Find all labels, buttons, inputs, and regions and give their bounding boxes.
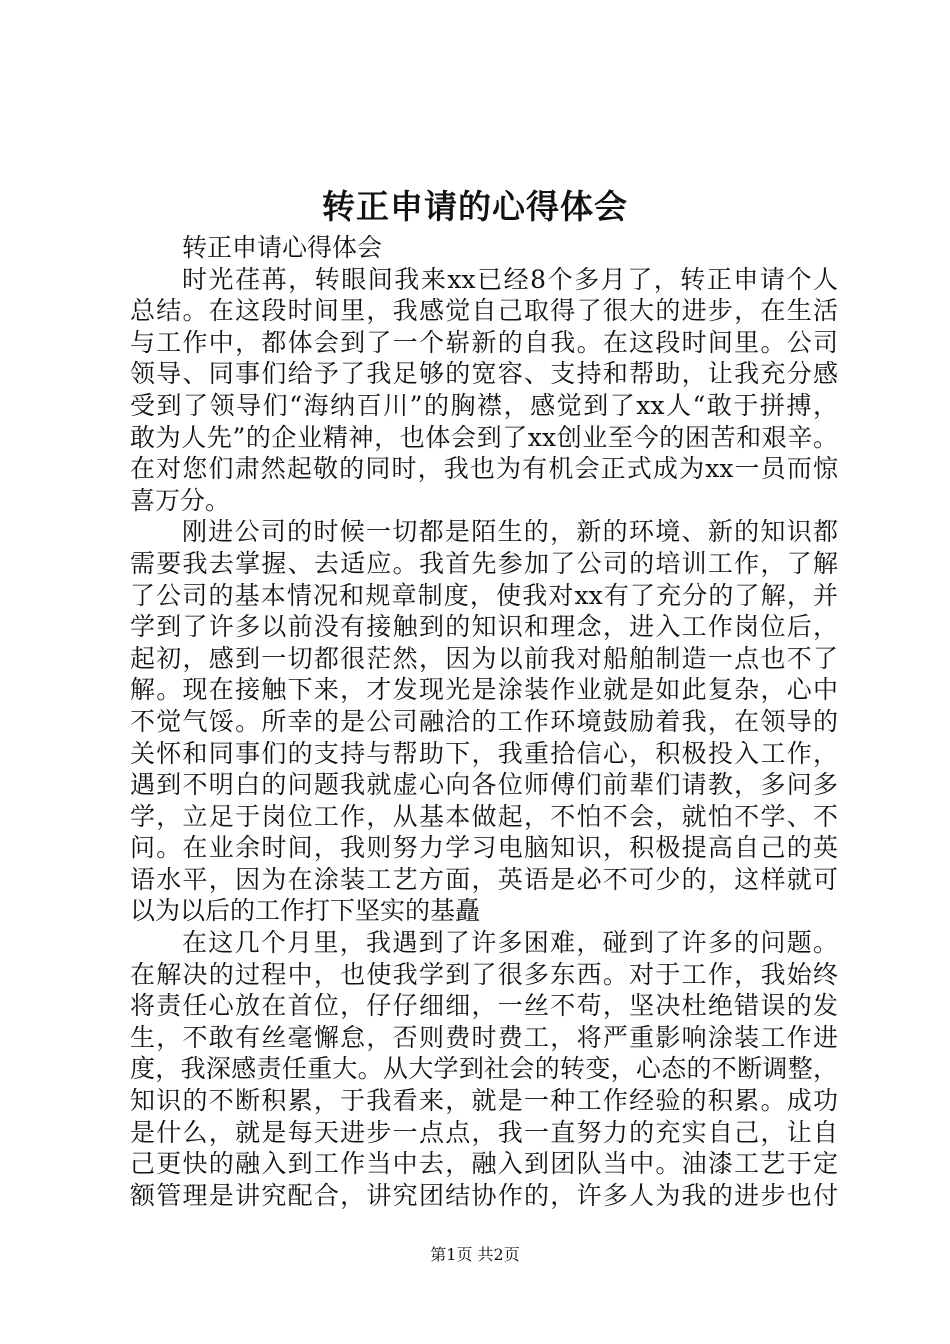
paragraph-line: 刚进公司的时候一切都是陌生的，新的环境、新的知识都 [182,517,838,547]
document-body [130,232,838,1211]
paragraph-line: 喜万分。 [130,485,231,515]
document-title: 转正申请的心得体会 [322,187,628,226]
paragraph-line: 敢为人先”的企业精神，也体会到了xx创业至今的困苦和艰辛。 [130,422,838,452]
paragraph-line: 在对您们肃然起敬的同时，我也为有机会正式成为xx一员而惊 [130,454,838,484]
page-number: 第1页 共2页 [430,1245,520,1264]
paragraph-line: 受到了领导们“海纳百川”的胸襟，感觉到了xx人“敢于拼搏， [130,390,838,420]
paragraph-line: 生，不敢有丝毫懈怠，否则费时费工，将严重影响涂装工作进 [130,1022,838,1052]
paragraph-line: 起初，感到一切都很茫然，因为以前我对船舶制造一点也不了 [130,643,838,673]
paragraph-line: 关怀和同事们的支持与帮助下，我重拾信心，积极投入工作， [130,738,838,768]
paragraph-line: 在这几个月里，我遇到了许多困难，碰到了许多的问题。 [182,928,838,958]
paragraph-line: 不觉气馁。所幸的是公司融洽的工作环境鼓励着我，在领导的 [130,706,838,736]
paragraph-line: 与工作中，都体会到了一个崭新的自我。在这段时间里。公司 [130,327,838,357]
paragraph-line: 度，我深感责任重大。从大学到社会的转变，心态的不断调整， [130,1054,838,1084]
paragraph-line: 时光荏苒，转眼间我来xx已经8个多月了，转正申请个人 [182,264,838,294]
paragraph-line: 需要我去掌握、去适应。我首先参加了公司的培训工作，了解 [130,548,838,578]
paragraph-line: 知识的不断积累，于我看来，就是一种工作经验的积累。成功 [130,1086,838,1116]
paragraph-line: 问。在业余时间，我则努力学习电脑知识，积极提高自己的英 [130,833,838,863]
paragraph-line: 额管理是讲究配合，讲究团结协作的，许多人为我的进步也付 [130,1180,838,1210]
paragraph-line: 解。现在接触下来，才发现光是涂装作业就是如此复杂，心中 [130,675,838,705]
paragraph-line: 学，立足于岗位工作，从基本做起，不怕不会，就怕不学、不 [130,801,838,831]
paragraph-line: 是什么，就是每天进步一点点，我一直努力的充实自己，让自 [130,1117,838,1147]
paragraph-line: 语水平，因为在涂装工艺方面，英语是必不可少的，这样就可 [130,864,838,894]
paragraph-line: 在解决的过程中，也使我学到了很多东西。对于工作，我始终 [130,959,838,989]
document-subtitle: 转正申请心得体会 [182,233,383,262]
paragraph-line: 将责任心放在首位，仔仔细细，一丝不苟，坚决杜绝错误的发 [130,991,838,1021]
paragraph-line: 领导、同事们给予了我足够的宽容、支持和帮助，让我充分感 [130,359,838,389]
paragraph-line: 总结。在这段时间里，我感觉自己取得了很大的进步，在生活 [130,296,838,326]
paragraph-line: 遇到不明白的问题我就虚心向各位师傅们前辈们请教，多问多 [130,770,838,800]
paragraph-line: 学到了许多以前没有接触到的知识和理念，进入工作岗位后， [130,612,838,642]
paragraph-line: 以为以后的工作打下坚实的基矗 [130,896,481,926]
paragraph-line: 了公司的基本情况和规章制度，使我对xx有了充分的了解，并 [130,580,838,610]
paragraph-line: 己更快的融入到工作当中去，融入到团队当中。油漆工艺于定 [130,1149,838,1179]
